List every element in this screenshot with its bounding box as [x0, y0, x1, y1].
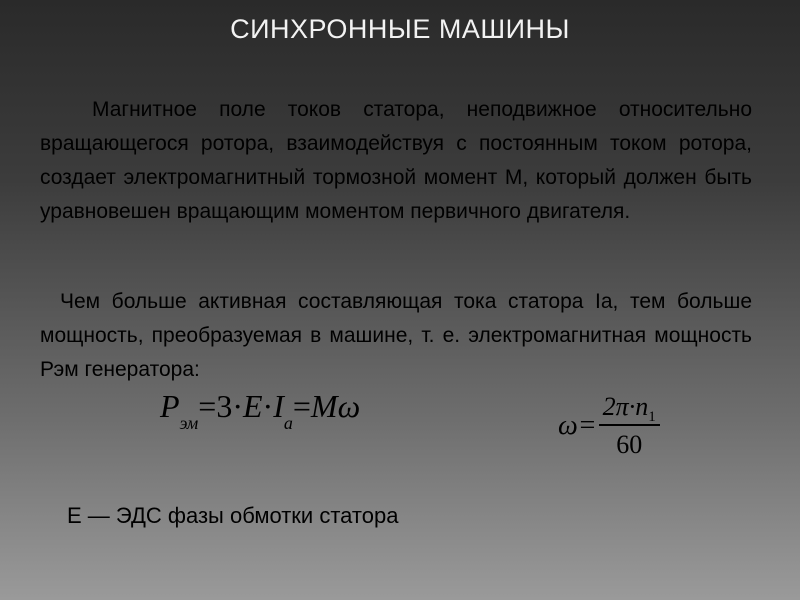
multiply-dot: · — [262, 388, 274, 424]
numerator-text: 2π·n — [602, 392, 649, 421]
power-formula — [160, 388, 361, 433]
equals-sign: = — [292, 388, 311, 424]
omega-formula — [558, 392, 660, 460]
omega-lhs: ω= — [558, 410, 597, 441]
torque-symbol: M — [310, 388, 338, 424]
slide-title: СИНХРОННЫЕ МАШИНЫ — [230, 14, 570, 44]
fraction-denominator: 60 — [616, 430, 643, 459]
fraction-numerator — [599, 392, 660, 424]
numerator-subscript: 1 — [648, 409, 656, 425]
paragraph-magnetic-field: Магнитное поле токов статора, неподвижное относительно вращающегося ротора, взаимодействуя с постоянным током ротора, создает электромагнитный тормозной момент М, который должен быть уравновешен вращающим моментом первичного двигателя. — [40, 98, 752, 223]
equals-three: =3· — [198, 388, 243, 424]
emf-symbol: E — [243, 388, 263, 424]
emf-definition: Е — ЭДС фазы обмотки статора — [67, 503, 399, 528]
current-subscript: a — [283, 413, 293, 433]
power-symbol: P — [160, 388, 180, 424]
omega-symbol: ω — [337, 388, 361, 424]
current-symbol: I — [273, 388, 284, 424]
power-subscript: эм — [179, 413, 199, 433]
paragraph-active-current: Чем больше активная составляющая тока статора Iа, тем больше мощность, преобразуемая в машине, т. е. электромагнитная мощность Рэм генератора: — [40, 290, 752, 381]
omega-fraction — [599, 392, 660, 460]
